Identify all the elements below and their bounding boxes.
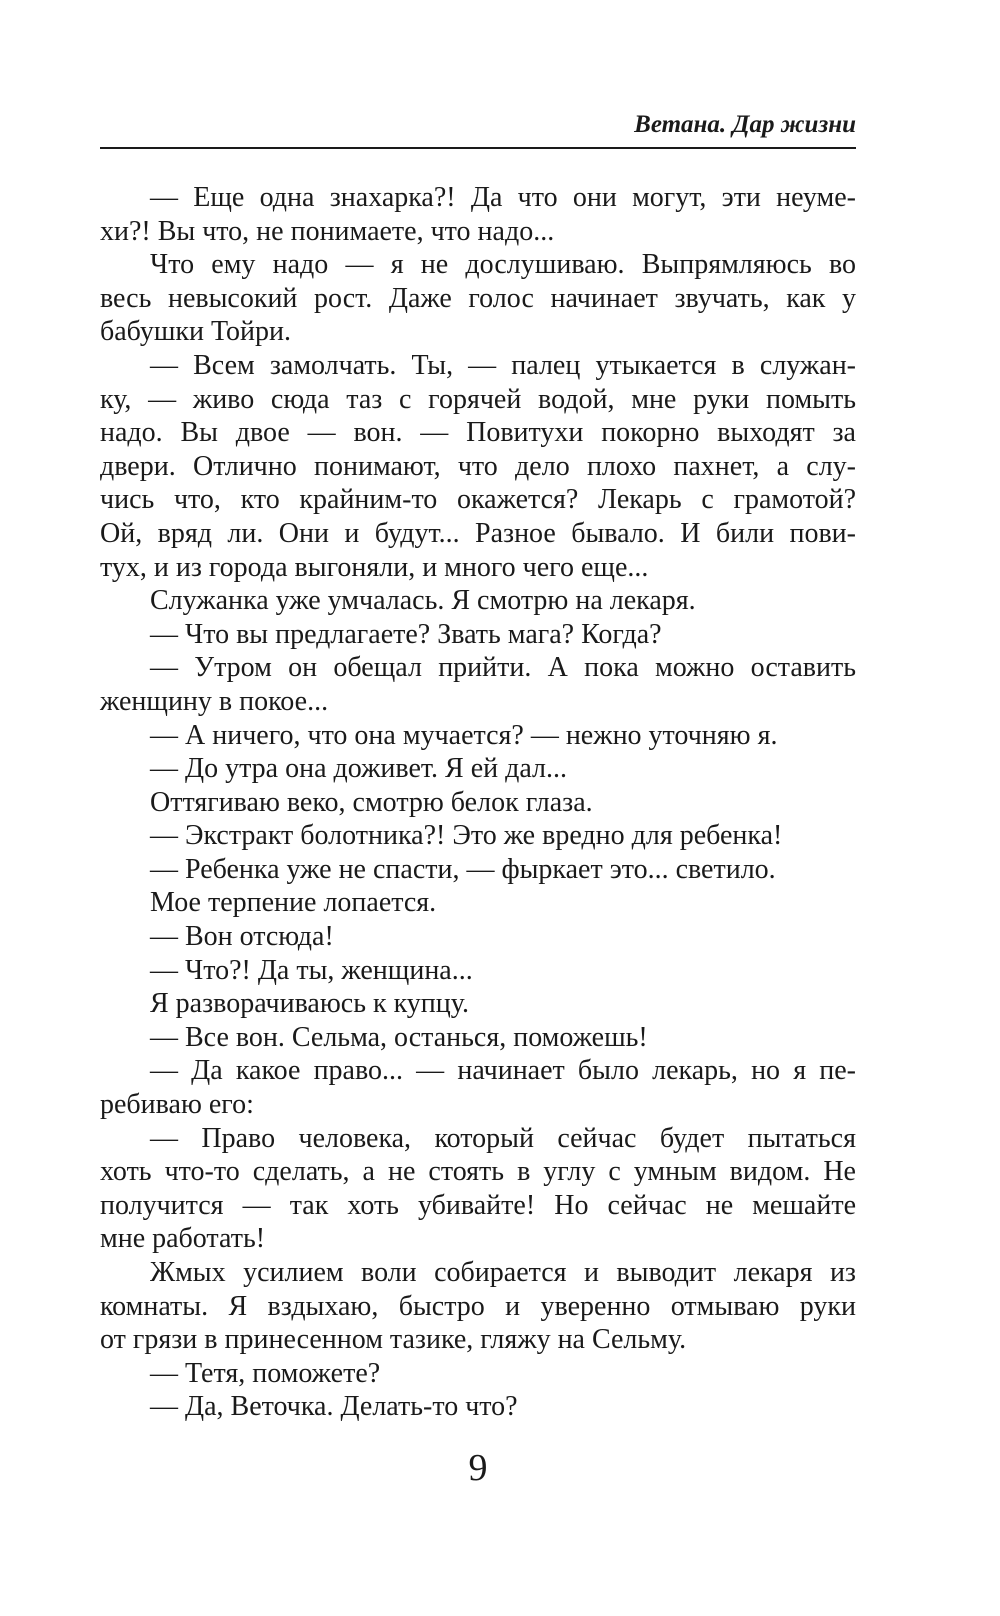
text-line: тух, и из города выгоняли, и много чего еще... bbox=[100, 551, 649, 583]
text-line: ребиваю его: bbox=[100, 1089, 254, 1121]
text-line: получится — так хоть убивайте! Но сейчас не мешайте bbox=[100, 1189, 856, 1221]
text-line: мне работать! bbox=[100, 1223, 266, 1255]
text-line: — Экстракт болотника?! Это же вредно для ребенка! bbox=[150, 820, 783, 852]
text-line: — Да какое право... — начинает было лекарь, но я пе- bbox=[150, 1055, 856, 1087]
text-line: чись что, кто крайним-то окажется? Лекарь с грамотой? bbox=[100, 484, 856, 516]
body-text bbox=[100, 181, 856, 1424]
text-line: Жмых усилием воли собирается и выводит лекаря из bbox=[150, 1257, 856, 1288]
text-line: Я разворачиваюсь к купцу. bbox=[150, 988, 469, 1020]
text-line: — Еще одна знахарка?! Да что они могут, эти неуме- bbox=[150, 182, 856, 213]
text-line: Оттягиваю веко, смотрю белок глаза. bbox=[150, 786, 593, 818]
text-line: надо. Вы двое — вон. — Повитухи покорно выходят за bbox=[100, 417, 856, 449]
text-line: Что ему надо — я не дослушиваю. Выпрямляюсь во bbox=[150, 249, 856, 281]
text-line: от грязи в принесенном тазике, гляжу на Сельму. bbox=[100, 1324, 687, 1356]
text-line: — Право человека, который сейчас будет пытаться bbox=[150, 1122, 856, 1154]
text-line: — Что вы предлагаете? Звать мага? Когда? bbox=[150, 618, 662, 650]
text-line: — А ничего, что она мучается? — нежно уточняю я. bbox=[150, 719, 778, 751]
text-line: — До утра она доживет. Я ей дал... bbox=[150, 753, 567, 785]
text-line: Служанка уже умчалась. Я смотрю на лекаря. bbox=[150, 585, 696, 617]
text-line: — Всем замолчать. Ты, — палец утыкается в служан- bbox=[150, 349, 856, 381]
text-line: двери. Отлично понимают, что дело плохо пахнет, а слу- bbox=[100, 450, 856, 482]
text-line: Мое терпение лопается. bbox=[150, 887, 437, 919]
text-line: женщину в покое... bbox=[100, 685, 329, 717]
text-line: хоть что-то сделать, а не стоять в углу с умным видом. Не bbox=[100, 1156, 856, 1188]
text-line: — Да, Веточка. Делать-то что? bbox=[150, 1391, 518, 1423]
text-line: хи?! Вы что, не понимаете, что надо... bbox=[100, 215, 555, 247]
text-line: бабушки Тойри. bbox=[100, 316, 291, 348]
text-line: — Утром он обещал прийти. А пока можно оставить bbox=[150, 652, 856, 684]
text-line: — Вон отсюда! bbox=[150, 921, 334, 953]
text-line: — Ребенка уже не спасти, — фыркает это... светило. bbox=[150, 853, 776, 885]
text-line: — Все вон. Сельма, останься, поможешь! bbox=[150, 1021, 648, 1053]
text-line: ку, — живо сюда таз с горячей водой, мне руки помыть bbox=[100, 383, 856, 415]
text-line: комнаты. Я вздыхаю, быстро и уверенно отмываю руки bbox=[100, 1290, 856, 1322]
text-line: — Тетя, поможете? bbox=[150, 1357, 381, 1389]
text-line: весь невысокий рост. Даже голос начинает звучать, как у bbox=[100, 282, 856, 314]
header-divider bbox=[100, 147, 856, 149]
running-title: Ветана. Дар жизни bbox=[634, 111, 856, 138]
text-line: — Что?! Да ты, женщина... bbox=[150, 954, 473, 986]
text-line: Ой, вряд ли. Они и будут... Разное бывало. И били пови- bbox=[100, 517, 856, 549]
page-number: 9 bbox=[468, 1447, 488, 1489]
